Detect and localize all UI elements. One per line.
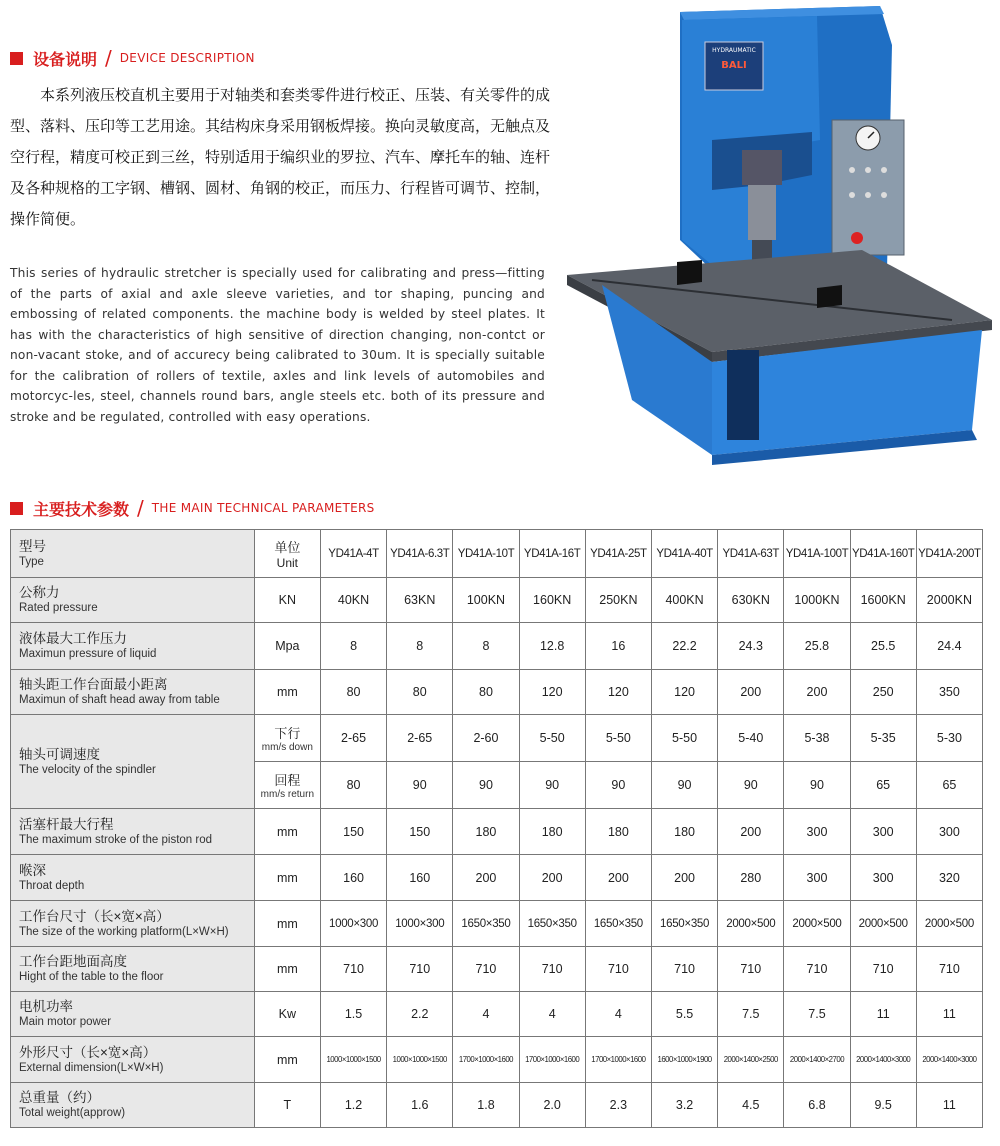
table-cell: 5-30 [916, 715, 982, 762]
table-cell: 2000×1400×2700 [784, 1037, 850, 1083]
row-label-en: Maximun of shaft head away from table [19, 694, 220, 706]
row-label-en: Total weight(approw) [19, 1107, 126, 1119]
table-cell: 1000×300 [387, 901, 453, 947]
model-header: YD41A-100T [784, 530, 850, 578]
table-cell: 40KN [320, 578, 386, 623]
row-label-en: The size of the working platform(L×W×H) [19, 925, 229, 938]
section-title-cn: 设备说明 [33, 49, 98, 69]
table-cell: 2-60 [453, 715, 519, 762]
row-label-en: Throat depth [19, 879, 85, 892]
row-label-en: Main motor power [19, 1016, 112, 1028]
table-cell: 6.8 [784, 1083, 850, 1128]
table-cell: 5-35 [850, 715, 916, 762]
table-cell: 1650×350 [519, 901, 585, 947]
table-cell: 300 [850, 855, 916, 901]
table-cell: 350 [916, 670, 982, 715]
emergency-stop-icon [851, 232, 863, 244]
row-label-en: External dimension(L×W×H) [19, 1061, 164, 1074]
unit-header [254, 530, 320, 578]
table-cell: 400KN [651, 578, 717, 623]
row-label-stroke [11, 809, 255, 855]
unit-cell: Mpa [254, 623, 320, 670]
table-cell: 2.3 [585, 1083, 651, 1128]
table-cell: 1.2 [320, 1083, 386, 1128]
table-cell: 160KN [519, 578, 585, 623]
table-cell: 2000KN [916, 578, 982, 623]
row-label-cn: 公称力 [19, 585, 60, 600]
row-label-cn: 电机功率 [19, 999, 73, 1014]
table-cell: 300 [784, 855, 850, 901]
model-header: YD41A-40T [651, 530, 717, 578]
row-label-cn: 喉深 [19, 862, 46, 878]
table-cell: 710 [519, 947, 585, 992]
model-header: YD41A-25T [585, 530, 651, 578]
table-cell: 90 [453, 762, 519, 809]
table-cell: 3.2 [651, 1083, 717, 1128]
table-cell: 200 [585, 855, 651, 901]
table-cell: 65 [916, 762, 982, 809]
table-cell: 5-40 [718, 715, 784, 762]
table-cell: 4 [519, 992, 585, 1037]
table-row-weight [11, 1083, 983, 1128]
table-cell: 5.5 [651, 992, 717, 1037]
table-cell: 1000KN [784, 578, 850, 623]
table-cell: 7.5 [718, 992, 784, 1037]
table-cell: 200 [519, 855, 585, 901]
table-cell: 200 [718, 670, 784, 715]
table-cell: 200 [718, 809, 784, 855]
table-cell: 2.0 [519, 1083, 585, 1128]
red-square-icon [10, 502, 23, 515]
table-cell: 2000×1400×2500 [718, 1037, 784, 1083]
table-row-motor [11, 992, 983, 1037]
table-cell: 180 [519, 809, 585, 855]
unit-en: mm/s return [260, 789, 315, 800]
table-cell: 2000×500 [718, 901, 784, 947]
row-label-en: Type [19, 555, 44, 568]
model-header: YD41A-4T [320, 530, 386, 578]
row-label-weight [11, 1083, 255, 1128]
table-cell: 2000×500 [784, 901, 850, 947]
table-cell: 80 [320, 670, 386, 715]
row-label-en: Maximun pressure of liquid [19, 648, 157, 660]
row-label-throat [11, 855, 255, 901]
technical-parameters-table [10, 529, 983, 1128]
row-label-liquid [11, 623, 255, 670]
unit-cell: mm [254, 670, 320, 715]
unit-cell: KN [254, 578, 320, 623]
unit-cell: Kw [254, 992, 320, 1037]
unit-cell [254, 762, 320, 809]
table-cell: 11 [916, 1083, 982, 1128]
unit-cn: 下行 [274, 726, 301, 741]
row-label-cn: 活塞杆最大行程 [19, 816, 114, 832]
row-label-external [11, 1037, 255, 1083]
table-cell: 16 [585, 623, 651, 670]
table-cell: 710 [320, 947, 386, 992]
table-row-velocity-down [11, 715, 983, 762]
unit-cell: mm [254, 947, 320, 992]
table-row-rated [11, 578, 983, 623]
table-cell: 120 [651, 670, 717, 715]
row-label-cn: 轴头距工作台面最小距离 [19, 677, 168, 692]
table-cell: 7.5 [784, 992, 850, 1037]
row-label-cn: 工作台尺寸（长×宽×高） [19, 908, 170, 924]
table-cell: 100KN [453, 578, 519, 623]
model-header: YD41A-16T [519, 530, 585, 578]
description-english: This series of hydraulic stretcher is specially used for calibrating and press—fitting of the parts of axial and axle sleeve varieties, and tor shaping, puncing and embossing of related components. the machine body is welded by steel plates. It has with the characteristics of high sensitive of direction changing, non-contct or non-vacant stoke, and of accurecy being calibrated to 30um. It is specially suitable for the calibration of rollers of textile, axles and link levels of automobiles and motorcyc-les, steel, channels round bars, angle steels etc. both of its pressure and stroke and be regulated, controlled with easy operations. [10, 266, 545, 424]
row-label-en: Rated pressure [19, 602, 98, 614]
table-cell: 200 [453, 855, 519, 901]
table-cell: 120 [585, 670, 651, 715]
row-label-height [11, 947, 255, 992]
table-cell: 25.8 [784, 623, 850, 670]
table-cell: 1.8 [453, 1083, 519, 1128]
table-cell: 12.8 [519, 623, 585, 670]
table-cell: 90 [718, 762, 784, 809]
table-cell: 80 [453, 670, 519, 715]
table-cell: 1000×1000×1500 [387, 1037, 453, 1083]
table-cell: 4 [453, 992, 519, 1037]
table-cell: 300 [850, 809, 916, 855]
section-title-en: DEVICE DESCRIPTION [119, 51, 255, 65]
table-cell: 250KN [585, 578, 651, 623]
row-label-cn: 轴头可调速度 [19, 746, 100, 762]
row-label-cn: 液体最大工作压力 [19, 631, 127, 646]
table-cell: 710 [585, 947, 651, 992]
unit-cell: mm [254, 1037, 320, 1083]
table-cell: 710 [387, 947, 453, 992]
section-header-parameters [10, 496, 375, 520]
unit-en: Unit [276, 556, 299, 570]
table-cell: 300 [916, 809, 982, 855]
table-cell: 2000×1400×3000 [850, 1037, 916, 1083]
row-label-cn: 型号 [19, 538, 46, 554]
table-cell: 280 [718, 855, 784, 901]
table-cell: 9.5 [850, 1083, 916, 1128]
section-slash: / [105, 46, 112, 70]
table-cell: 1.5 [320, 992, 386, 1037]
table-cell: 1000×1000×1500 [320, 1037, 386, 1083]
table-cell: 180 [585, 809, 651, 855]
table-cell: 710 [784, 947, 850, 992]
table-cell: 120 [519, 670, 585, 715]
table-cell: 160 [387, 855, 453, 901]
table-cell: 5-50 [519, 715, 585, 762]
row-label-platform [11, 901, 255, 947]
table-cell: 4.5 [718, 1083, 784, 1128]
table-cell: 180 [651, 809, 717, 855]
table-cell: 1.6 [387, 1083, 453, 1128]
row-label-rated [11, 578, 255, 623]
table-cell: 710 [718, 947, 784, 992]
unit-cell: T [254, 1083, 320, 1128]
table-cell: 1650×350 [651, 901, 717, 947]
table-cell: 90 [519, 762, 585, 809]
table-row-liquid [11, 623, 983, 670]
table-cell: 2000×500 [850, 901, 916, 947]
section-slash: / [137, 496, 144, 520]
model-header: YD41A-6.3T [387, 530, 453, 578]
table-cell: 1600×1000×1900 [651, 1037, 717, 1083]
table-cell: 4 [585, 992, 651, 1037]
table-cell: 11 [850, 992, 916, 1037]
table-cell: 160 [320, 855, 386, 901]
red-square-icon [10, 52, 23, 65]
table-cell: 2-65 [320, 715, 386, 762]
table-cell: 90 [784, 762, 850, 809]
model-header: YD41A-63T [718, 530, 784, 578]
table-cell: 90 [651, 762, 717, 809]
table-row-height [11, 947, 983, 992]
section-title-cn: 主要技术参数 [33, 499, 130, 519]
table-cell: 90 [585, 762, 651, 809]
table-cell: 150 [320, 809, 386, 855]
table-cell: 200 [651, 855, 717, 901]
table-cell: 65 [850, 762, 916, 809]
table-cell: 1700×1000×1600 [519, 1037, 585, 1083]
row-label-velocity [11, 715, 255, 809]
table-cell: 5-50 [585, 715, 651, 762]
table-row-stroke [11, 809, 983, 855]
unit-cn: 单位 [274, 540, 301, 555]
table-cell: 300 [784, 809, 850, 855]
unit-cell [254, 715, 320, 762]
row-label-cn: 外形尺寸（长×宽×高） [19, 1044, 157, 1060]
row-label-cn: 总重量（约） [19, 1090, 100, 1105]
table-cell: 22.2 [651, 623, 717, 670]
table-row-external [11, 1037, 983, 1083]
table-cell: 63KN [387, 578, 453, 623]
hydraulic-press-machine-image [562, 0, 1000, 470]
table-cell: 320 [916, 855, 982, 901]
table-row-throat [11, 855, 983, 901]
row-label-cn: 工作台距地面高度 [19, 954, 127, 969]
table-cell: 24.3 [718, 623, 784, 670]
row-label-en: The maximum stroke of the piston rod [19, 833, 213, 846]
table-cell: 8 [387, 623, 453, 670]
table-cell: 90 [387, 762, 453, 809]
section-title-en: THE MAIN TECHNICAL PARAMETERS [151, 501, 375, 515]
table-cell: 1700×1000×1600 [453, 1037, 519, 1083]
table-cell: 1600KN [850, 578, 916, 623]
row-label-en: Hight of the table to the floor [19, 971, 164, 983]
table-cell: 25.5 [850, 623, 916, 670]
table-cell: 1650×350 [453, 901, 519, 947]
table-cell: 1650×350 [585, 901, 651, 947]
table-cell: 1700×1000×1600 [585, 1037, 651, 1083]
row-label-en: The velocity of the spindler [19, 763, 156, 776]
table-cell: 1000×300 [320, 901, 386, 947]
table-cell: 630KN [718, 578, 784, 623]
description-chinese: 本系列液压校直机主要用于对轴类和套类零件进行校正、压装、有关零件的成型、落料、压印等工艺用途。其结构床身采用钢板焊接。换向灵敏度高，无触点及空行程，精度可校正到三丝，特别适用于编织业的罗拉、汽车、摩托车的轴、连杆及各种规格的工字钢、槽钢、圆材、角钢的校正，而压力、行程皆可调节、控制，操作简便。 [10, 86, 551, 228]
table-row-shaft [11, 670, 983, 715]
row-label-motor [11, 992, 255, 1037]
table-cell: 200 [784, 670, 850, 715]
table-cell: 2000×1400×3000 [916, 1037, 982, 1083]
model-header: YD41A-200T [916, 530, 982, 578]
table-cell: 5-38 [784, 715, 850, 762]
table-cell: 250 [850, 670, 916, 715]
table-cell: 24.4 [916, 623, 982, 670]
table-cell: 2-65 [387, 715, 453, 762]
table-cell: 710 [916, 947, 982, 992]
table-row-type [11, 530, 983, 578]
table-cell: 11 [916, 992, 982, 1037]
row-label-type [11, 530, 255, 578]
unit-en: mm/s down [261, 742, 313, 753]
table-cell: 8 [453, 623, 519, 670]
unit-cell: mm [254, 809, 320, 855]
model-header: YD41A-160T [850, 530, 916, 578]
unit-cn: 回程 [274, 773, 301, 788]
table-cell: 8 [320, 623, 386, 670]
unit-cell: mm [254, 901, 320, 947]
nameplate-brand-text: BALI [721, 60, 747, 71]
model-header: YD41A-10T [453, 530, 519, 578]
table-cell: 80 [387, 670, 453, 715]
table-cell: 710 [453, 947, 519, 992]
table-cell: 2000×500 [916, 901, 982, 947]
unit-cell: mm [254, 855, 320, 901]
table-cell: 150 [387, 809, 453, 855]
table-cell: 710 [850, 947, 916, 992]
table-cell: 5-50 [651, 715, 717, 762]
table-cell: 2.2 [387, 992, 453, 1037]
row-label-shaft [11, 670, 255, 715]
table-cell: 180 [453, 809, 519, 855]
nameplate-top-text: HYDRAUMATIC [712, 47, 756, 54]
table-cell: 80 [320, 762, 386, 809]
table-row-platform [11, 901, 983, 947]
table-cell: 710 [651, 947, 717, 992]
section-header-description [10, 46, 255, 70]
